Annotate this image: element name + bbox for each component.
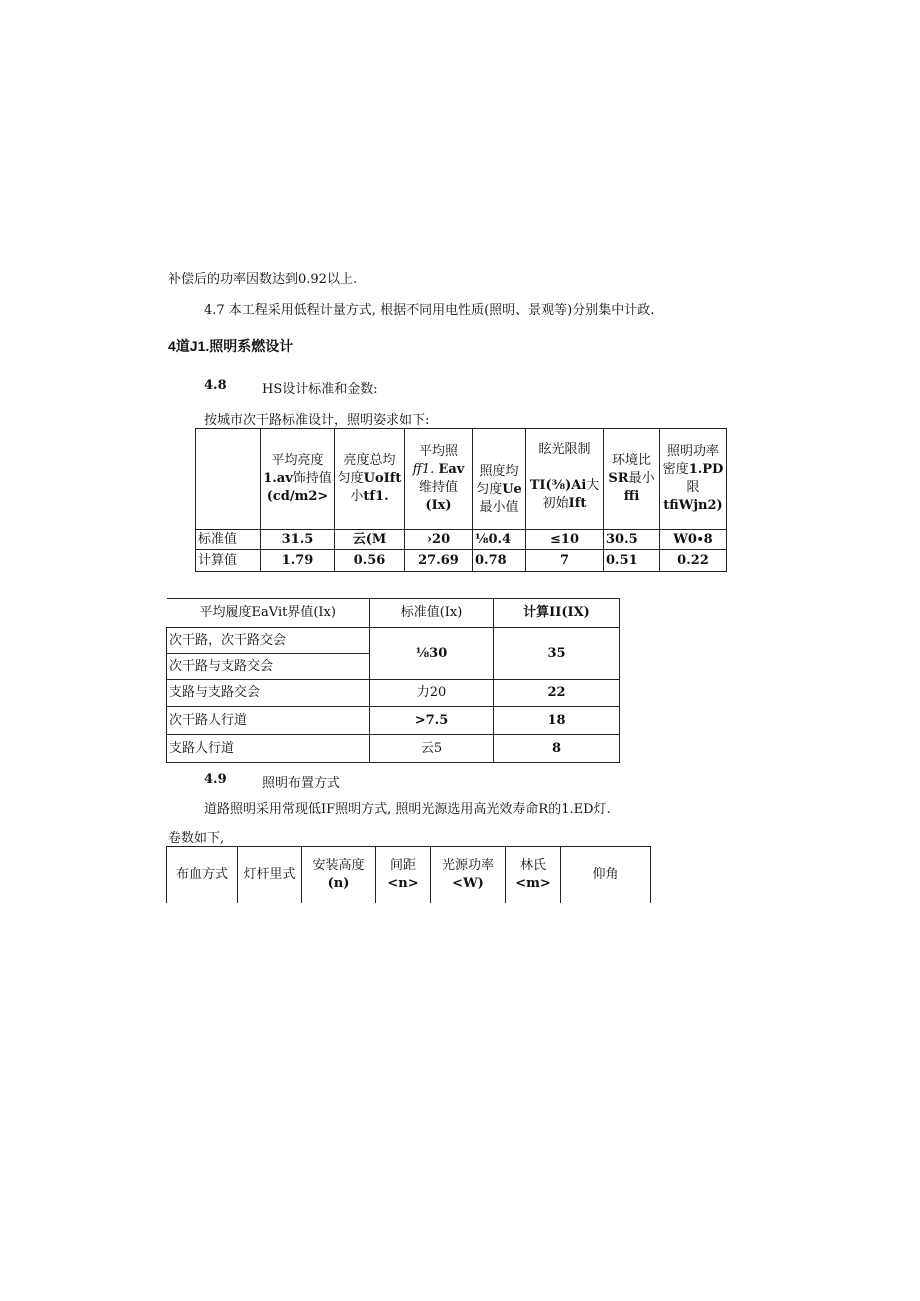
table1-cell: 0.22 — [660, 550, 727, 572]
table3-header-cell: 光源功率 <W) — [431, 847, 506, 903]
intersection-illuminance-table — [166, 598, 620, 763]
paragraph-metering: 4.7 本工程采用低程计量方式, 根据不同用电性质(照明、景观等)分别集中计政. — [204, 303, 655, 318]
table1-cell: 30.5 — [604, 530, 660, 550]
table2-row-label: 次干路与支路交会 — [167, 654, 370, 680]
section-heading: 4道J1.照明系燃设计 — [168, 338, 294, 354]
paragraph-lighting-layout: 道路照明采用常现低IF照明方式, 照明光源选用高光效寿命R的1.ED灯. — [204, 802, 611, 817]
table1-cell: W0∙8 — [660, 530, 727, 550]
table2-row-label: 支路与支路交会 — [167, 680, 370, 707]
table2-cell: 云5 — [370, 735, 494, 763]
table1-cell: 7 — [526, 550, 604, 572]
table1-row-label: 计算值 — [196, 550, 261, 572]
table2-cell: 8 — [494, 735, 620, 763]
intro-text: 按城市次干路标准设计，照明姿求如下: — [204, 413, 430, 428]
table1-header-cell: 环境比 SR最小 ffi — [604, 429, 660, 530]
layout-params-table — [166, 846, 651, 903]
table3-header-cell: 安装高度 (n) — [302, 847, 376, 903]
table-row — [167, 735, 620, 763]
table1-header-cell: 平均照 ff1. Eav 维持值 (Ix) — [405, 429, 473, 530]
table1-cell: 0.78 — [473, 550, 526, 572]
table3-header-row — [167, 847, 651, 903]
table2-header-cell: 平均履度EaVit界值(Ix) — [167, 599, 370, 628]
table1-header-row — [196, 429, 727, 530]
table1-cell: ≤10 — [526, 530, 604, 550]
table2-cell: 22 — [494, 680, 620, 707]
table3-header-cell: 仰角 — [561, 847, 651, 903]
table-row — [196, 550, 727, 572]
paragraph-power-factor: 补偿后的功率因数达到0.92以上. — [168, 272, 358, 287]
table1-cell: 云(M — [335, 530, 405, 550]
table1-header-cell — [196, 429, 261, 530]
table1-row-label: 标准值 — [196, 530, 261, 550]
table2-row-label: 支路人行道 — [167, 735, 370, 763]
lighting-standard-table — [195, 428, 727, 572]
table2-header-cell: 标准值(Ix) — [370, 599, 494, 628]
table1-header-cell: 平均亮度 1.av饰持值 (cd∕m2> — [261, 429, 335, 530]
table1-header-cell: 照度均 匀度Ue 最小值 — [473, 429, 526, 530]
subsection-number-4-8: 4.8 — [204, 378, 227, 393]
table2-header-cell: 计算II(IX) — [494, 599, 620, 628]
table1-cell: 27.69 — [405, 550, 473, 572]
table-row — [167, 680, 620, 707]
table2-cell: 18 — [494, 707, 620, 735]
table2-row-label: 次干路，次干路交会 — [167, 628, 370, 654]
table2-cell: 35 — [494, 628, 620, 680]
table3-header-cell: 布血方式 — [167, 847, 238, 903]
table1-header-cell: 照明功率 密度1.PD 限 tfiWjn2) — [660, 429, 727, 530]
table-row — [196, 530, 727, 550]
table-row — [167, 628, 620, 654]
table2-cell: ⅛30 — [370, 628, 494, 680]
table3-header-cell: 灯杆里式 — [238, 847, 302, 903]
subsection-title-4-8: HS设计标准和金数: — [262, 382, 378, 397]
table3-header-cell: 间距 <n> — [376, 847, 431, 903]
table3-header-cell: 林氏 <m> — [506, 847, 561, 903]
table1-cell: 0.56 — [335, 550, 405, 572]
table1-cell: ⅛0.4 — [473, 530, 526, 550]
table1-header-cell: 眩光限制 TI(⅜)Ai大 初始Ift — [526, 429, 604, 530]
table1-cell: ›20 — [405, 530, 473, 550]
table1-header-cell: 亮度总均 匀度UoIft 小tf1. — [335, 429, 405, 530]
table2-cell: >7.5 — [370, 707, 494, 735]
subsection-title-4-9: 照明布置方式 — [262, 776, 341, 791]
table2-row-label: 次干路人行道 — [167, 707, 370, 735]
table-row — [167, 707, 620, 735]
table1-cell: 31.5 — [261, 530, 335, 550]
table2-header-row — [167, 599, 620, 628]
table2-cell: 力20 — [370, 680, 494, 707]
table1-cell: 0.51 — [604, 550, 660, 572]
table1-cell: 1.79 — [261, 550, 335, 572]
paragraph-params: 卷数如下, — [168, 831, 225, 846]
subsection-number-4-9: 4.9 — [204, 772, 227, 787]
